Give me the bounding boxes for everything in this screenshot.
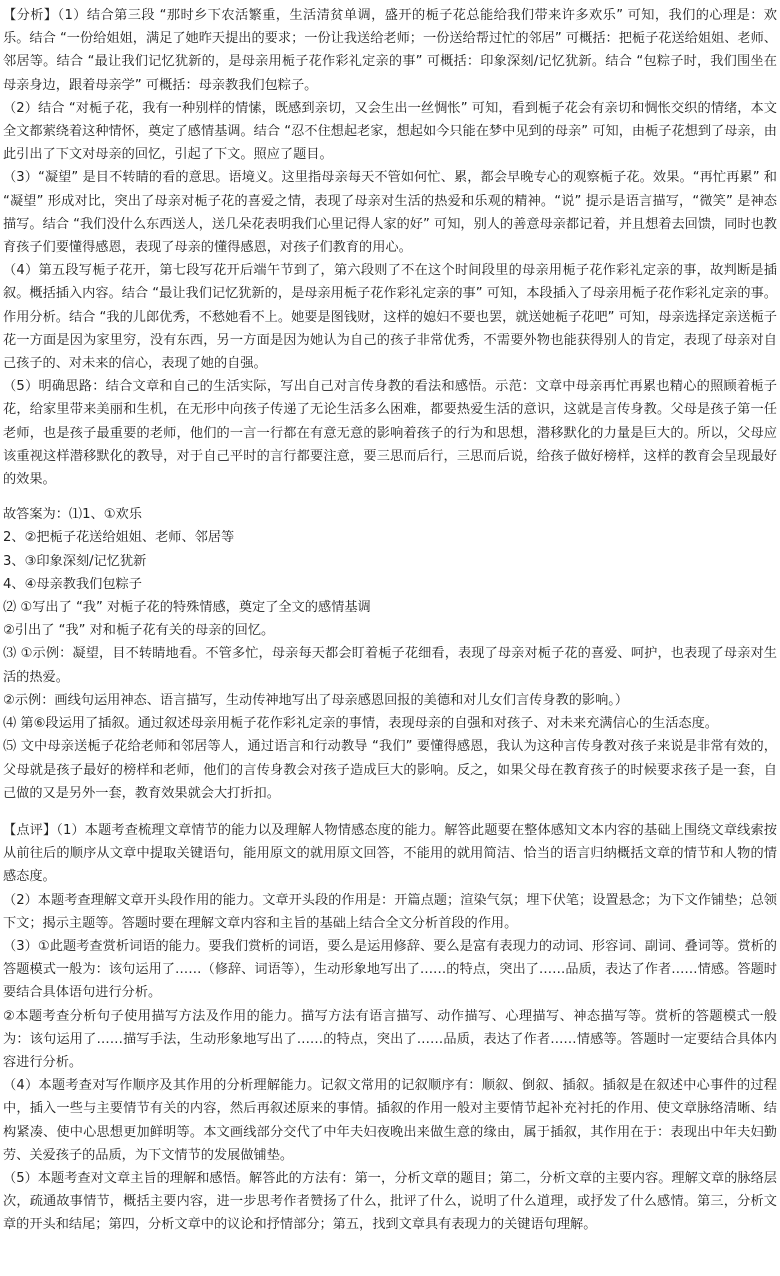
analysis-item-5: （5）明确思路：结合文章和自己的生活实际，写出自己对言传身教的看法和感悟。示范：文章中母亲再忙再累也精心的照顾着栀子花，给家里带来美丽和生机，在无形中向孩子传递了无论生活多么困难，都要热爱生活的意识，这就是言传身教。父母是孩子第一任老师，也是孩子最重要的老师，他们的一言一行都在有意无意的影响着孩子的行为和思想，潜移默化的力量是巨大的。所以，父母应该重视这样潜移默化的教导，对于自己平时的言行都要注意，要三思而后行，三思而后说，给孩子做好榜样，这样的教育会呈现最好的效果。 [3, 379, 777, 488]
comment-section [3, 819, 777, 1237]
comment-item: （5）本题考查对文章主旨的理解和感悟。解答此的方法有：第一，分析文章的题目；第二，分析文章的主要内容。理解文章的脉络层次，疏通故事情节，概括主要内容，进一步思考作者赞扬了什么，批评了什么，说明了什么道理，或抒发了什么感情。第三，分析文章的开头和结尾；第四，分析文章中的议论和抒情部分；第五，找到文章具有表现力的关键语句理解。 [3, 1170, 777, 1233]
analysis-section [3, 4, 777, 491]
analysis-item-1 [3, 4, 777, 97]
answer-line: 3、③印象深刻/记忆犹新 [3, 553, 147, 569]
answer-line: ⑷ 第⑥段运用了插叙。通过叙述母亲用栀子花作彩礼定亲的事情，表现母亲的自强和对孩子、对未来充满信心的生活态度。 [3, 716, 718, 732]
analysis-item-1-text: （1）结合第三段 “那时乡下农活繁重，生活清贫单调，盛开的栀子花总能给我们带来许多欢乐” 可知，我们的心理是：欢乐。结合 “一份给姐姐，满足了她昨天提出的要求；一份让我送给老师；一份送给帮过忙的邻居” 可概括：把栀子花送给姐姐、老师、邻居等。结合 “最让我们记忆犹新的，是母亲用栀子花作彩礼定亲的事” 可概括：印象深刻/记忆犹新。结合 “包粽子时，我们围坐在母亲身边，跟着母亲学” 可概括：母亲教我们包粽子。 [3, 8, 777, 93]
answer-line: 2、②把栀子花送给姐姐、老师、邻居等 [3, 530, 235, 546]
comment-item: ②本题考查分析句子使用描写方法及作用的能力。描写方法有语言描写、动作描写、心理描写、神态描写等。赏析的答题模式一般为：该句运用了……描写手法，生动形象地写出了……的特点，突出了……品质，表达了作者……情感等。答题时一定要结合具体内容进行分析。 [3, 1008, 777, 1070]
analysis-item-2: （2）结合 “对栀子花，我有一种别样的情愫，既感到亲切，又会生出一丝惆怅” 可知，看到栀子花会有亲切和惆怅交织的情绪，本文全文都萦绕着这种情怀，奠定了感情基调。结合 “忍不住想起老家，想起如今只能在梦中见到的母亲” 可知，由栀子花想到了母亲，由此引出了下文对母亲的回忆，引起了下文。照应了题目。 [3, 100, 777, 163]
answer-line: ⑵ ①写出了 “我” 对栀子花的特殊情感，奠定了全文的感情基调 [3, 600, 371, 616]
comment-item: （3）①此题考查赏析词语的能力。要我们赏析的词语，要么是运用修辞、要么是富有表现力的动词、形容词、副词、叠词等。赏析的答题模式一般为：该句运用了……（修辞、词语等），生动形象地写出了……的特点，突出了……品质，表达了作者……情感。答题时要结合具体语句进行分析。 [3, 938, 777, 1001]
analysis-item-3: （3）“凝望” 是目不转睛的看的意思。语境义。这里指母亲每天不管如何忙、累，都会早晚专心的观察栀子花。效果。“再忙再累” 和 “凝望” 形成对比，突出了母亲对栀子花的喜爱之情，表现了母亲对生活的热爱和乐观的精神。“说” 提示是语言描写，“微笑” 是神态描写。结合 “我们没什么东西送人，送几朵花表明我们心里记得人家的好” 可知，别人的善意母亲都记着，并且想着去回馈，同时也教育孩子们要懂得感恩，表现了母亲的懂得感恩，对孩子们教育的用心。 [3, 170, 777, 256]
answer-line: ②引出了 “我” 对和栀子花有关的母亲的回忆。 [3, 623, 275, 639]
comment-item: 【点评】（1）本题考查梳理文章情节的能力以及理解人物情感态度的能力。解答此题要在整体感知文本内容的基础上围绕文章线索按从前往后的顺序从文章中提取关键语句，能用原文的就用原文回答，不能用的就用简洁、恰当的语言归纳概括文章的情节和人物的情感态度。 [3, 822, 777, 885]
answer-line: ⑶ ①示例：凝望，目不转睛地看。不管多忙，母亲每天都会盯着栀子花细看，表现了母亲对栀子花的喜爱、呵护，也表现了母亲对生活的热爱。 [3, 646, 777, 685]
answer-section [3, 503, 777, 805]
section-spacer [3, 805, 777, 819]
comment-item: （4）本题考查对写作顺序及其作用的分析理解能力。记叙文常用的记叙顺序有：顺叙、倒叙、插叙。插叙是在叙述中心事件的过程中，插入一些与主要情节有关的内容，然后再叙述原来的事情。插叙的作用一般对主要情节起补充衬托的作用、使文章脉络清晰、结构紧凑、使中心思想更加鲜明等。本文画线部分交代了中年夫妇夜晚出来做生意的缘由，属于插叙，其作用在于：表现出中年夫妇勤劳、关爱孩子的品质，为下文情节的发展做铺垫。 [3, 1078, 777, 1163]
answer-line: 故答案为：⑴1、①欢乐 [3, 507, 142, 523]
section-spacer [3, 491, 777, 503]
answer-line: 4、④母亲教我们包粽子 [3, 576, 142, 592]
answer-line: ⑸ 文中母亲送栀子花给老师和邻居等人，通过语言和行动教导 “我们” 要懂得感恩，我认为这种言传身教对孩子来说是非常有效的，父母就是孩子最好的榜样和老师，他们的言传身教会对孩子造成巨大的影响。反之，如果父母在教育孩子的时候要求孩子是一套，自己做的又是另外一套，教育效果就会大打折扣。 [3, 739, 777, 801]
comment-item: （2）本题考查理解文章开头段作用的能力。文章开头段的作用是：开篇点题；渲染气氛；埋下伏笔；设置悬念；为下文作铺垫；总领下文；揭示主题等。答题时要在理解文章内容和主旨的基础上结合全文分析首段的作用。 [3, 892, 777, 931]
analysis-item-4: （4）第五段写栀子花开，第七段写花开后端午节到了，第六段则了不在这个时间段里的母亲用栀子花作彩礼定亲的事，故判断是插叙。概括插入内容。结合 “最让我们记忆犹新的，是母亲用栀子花作彩礼定亲的事” 可知，本段插入了母亲用栀子花作彩礼定亲的事。作用分析。结合 “我的儿郎优秀，不愁她看不上。她要是图钱财，这样的媳妇不要也罢，就送她栀子花吧” 可知，母亲选择定亲送栀子花一方面是因为家里穷，没有东西，另一方面是因为她认为自己的孩子非常优秀，不需要外物也能获得别人的肯定，表现了母亲对自己孩子的、对未来的信心，表现了她的自强。 [3, 263, 777, 372]
analysis-header: 【分析】 [3, 8, 58, 23]
answer-line: ②示例：画线句运用神态、语言描写，生动传神地写出了母亲感恩回报的美德和对儿女们言传身教的影响。） [3, 692, 629, 708]
